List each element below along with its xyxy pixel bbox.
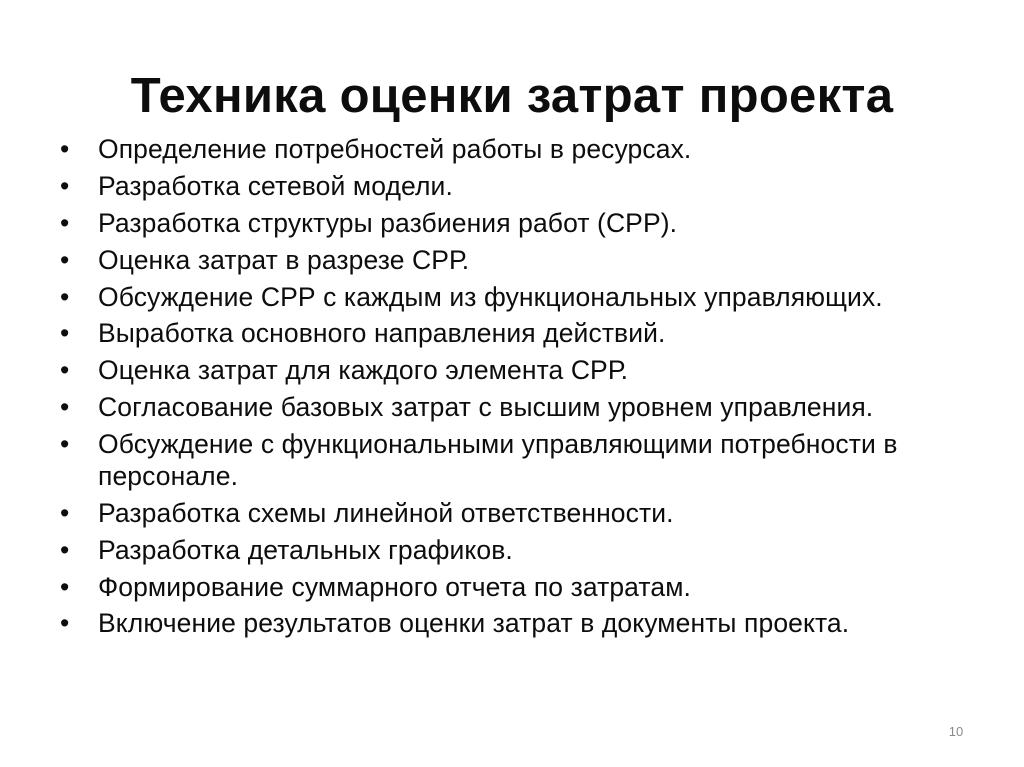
bullet-item: • Выработка основного направления действий. [98, 318, 978, 350]
bullet-item: • Включение результатов оценки затрат в документы проекта. [98, 608, 978, 640]
bullet-item: • Оценка затрат для каждого элемента СРР. [98, 355, 978, 387]
bullet-item: • Обсуждение СРР с каждым из функциональных управляющих. [98, 282, 978, 314]
page-number: 10 [948, 724, 964, 739]
bullet-list [98, 134, 978, 645]
bullet-item: • Разработка детальных графиков. [98, 535, 978, 567]
bullet-item: • Разработка структуры разбиения работ (СРР). [98, 208, 978, 240]
slide-title: Техника оценки затрат проекта [130, 69, 894, 123]
bullet-item: • Определение потребностей работы в ресурсах. [98, 134, 978, 166]
bullet-item: • Разработка сетевой модели. [98, 171, 978, 203]
bullet-item: • Оценка затрат в разрезе СРР. [98, 245, 978, 277]
bullet-item: • Согласование базовых затрат с высшим уровнем управления. [98, 392, 978, 424]
bullet-item: • Формирование суммарного отчета по затратам. [98, 572, 978, 604]
bullet-item: • Разработка схемы линейной ответственности. [98, 498, 978, 530]
bullet-item: • Обсуждение с функциональными управляющими потребности в персонале. [98, 429, 978, 493]
